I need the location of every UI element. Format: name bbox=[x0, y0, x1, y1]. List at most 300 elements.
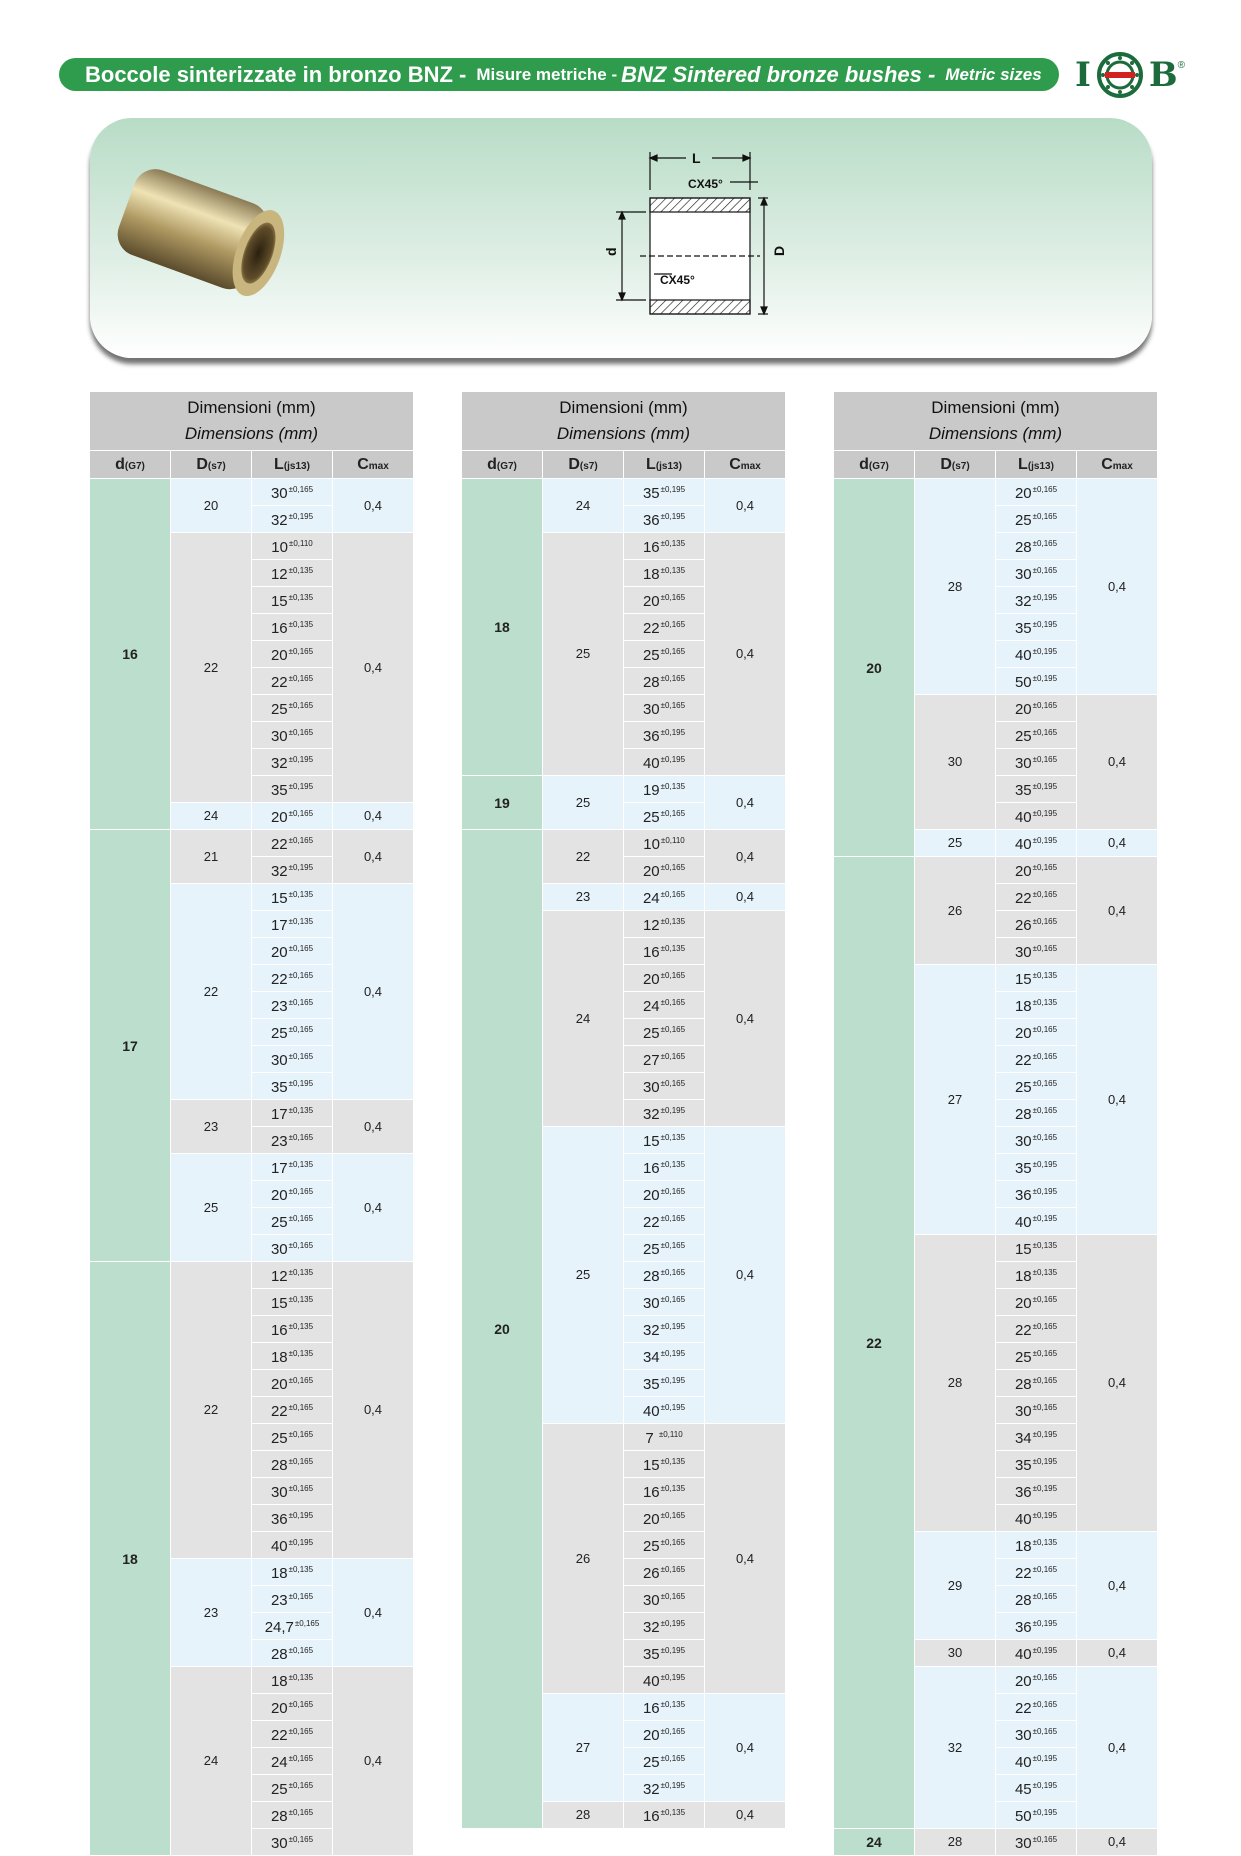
length-cell bbox=[252, 1748, 333, 1775]
length-cell bbox=[624, 803, 705, 830]
length-value: 16 bbox=[270, 620, 288, 637]
isb-logo bbox=[1075, 50, 1185, 100]
length-cell bbox=[624, 1748, 705, 1775]
chamfer-max: 0,4 bbox=[705, 911, 786, 1127]
title-it-sub: Misure metriche - bbox=[476, 64, 618, 84]
length-cell bbox=[252, 1802, 333, 1829]
length-value: 36 bbox=[642, 728, 660, 745]
outer-diameter: 28 bbox=[915, 1829, 996, 1856]
length-value: 40 bbox=[642, 1673, 660, 1690]
length-cell bbox=[996, 1343, 1077, 1370]
length-cell bbox=[252, 1127, 333, 1154]
table-row bbox=[90, 1262, 414, 1289]
length-value: 50 bbox=[1014, 674, 1032, 691]
length-value: 28 bbox=[642, 674, 660, 691]
length-value: 28 bbox=[1014, 1592, 1032, 1609]
length-tolerance: ±0,135 bbox=[288, 566, 314, 575]
label-d: d bbox=[603, 247, 619, 256]
length-tolerance: ±0,195 bbox=[1032, 836, 1058, 845]
length-tolerance: ±0,165 bbox=[660, 863, 686, 872]
table-title-en: Dimensions (mm) bbox=[184, 424, 319, 443]
length-cell bbox=[624, 1208, 705, 1235]
length-value: 15 bbox=[270, 890, 288, 907]
length-value: 23 bbox=[270, 998, 288, 1015]
length-cell bbox=[996, 641, 1077, 668]
length-tolerance: ±0,165 bbox=[1032, 566, 1058, 575]
length-cell bbox=[996, 1667, 1077, 1694]
length-value: 26 bbox=[1014, 917, 1032, 934]
label-L: L bbox=[692, 150, 701, 166]
length-value: 20 bbox=[1014, 1295, 1032, 1312]
chamfer-max: 0,4 bbox=[705, 1424, 786, 1694]
length-tolerance: ±0,165 bbox=[288, 1781, 314, 1790]
length-value: 24 bbox=[642, 998, 660, 1015]
title-en: BNZ Sintered bronze bushes - bbox=[621, 61, 936, 87]
length-cell bbox=[624, 614, 705, 641]
length-cell bbox=[252, 1262, 333, 1289]
length-value: 22 bbox=[642, 620, 660, 637]
length-value: 25 bbox=[270, 701, 288, 718]
length-tolerance: ±0,110 bbox=[658, 1430, 683, 1439]
outer-diameter: 29 bbox=[915, 1532, 996, 1640]
length-tolerance: ±0,195 bbox=[1032, 1484, 1058, 1493]
length-tolerance: ±0,165 bbox=[288, 809, 314, 818]
length-value: 16 bbox=[642, 539, 660, 556]
length-tolerance: ±0,165 bbox=[288, 1214, 314, 1223]
bronze-bush-photo bbox=[110, 154, 300, 324]
length-value: 18 bbox=[270, 1565, 288, 1582]
length-cell bbox=[624, 1424, 705, 1451]
length-tolerance: ±0,165 bbox=[1032, 1349, 1058, 1358]
outer-diameter: 26 bbox=[543, 1424, 624, 1694]
length-value: 35 bbox=[642, 485, 660, 502]
length-value: 20 bbox=[642, 1511, 660, 1528]
length-value: 25 bbox=[1014, 512, 1032, 529]
length-value: 32 bbox=[270, 512, 288, 529]
length-value: 22 bbox=[270, 1727, 288, 1744]
col-header-C: Cmax bbox=[1077, 451, 1158, 479]
length-tolerance: ±0,195 bbox=[1032, 647, 1058, 656]
length-cell bbox=[624, 1802, 705, 1829]
table-title bbox=[462, 392, 786, 451]
length-cell bbox=[252, 1775, 333, 1802]
length-tolerance: ±0,195 bbox=[288, 1079, 314, 1088]
length-cell bbox=[996, 1370, 1077, 1397]
length-tolerance: ±0,165 bbox=[1032, 1052, 1058, 1061]
length-cell bbox=[624, 668, 705, 695]
length-value: 22 bbox=[642, 1214, 660, 1231]
length-tolerance: ±0,195 bbox=[660, 485, 686, 494]
length-cell bbox=[996, 506, 1077, 533]
length-tolerance: ±0,165 bbox=[288, 1484, 314, 1493]
length-tolerance: ±0,195 bbox=[660, 1322, 686, 1331]
length-value: 16 bbox=[642, 1808, 660, 1825]
length-cell bbox=[996, 1694, 1077, 1721]
length-tolerance: ±0,165 bbox=[288, 701, 314, 710]
length-tolerance: ±0,165 bbox=[1032, 1079, 1058, 1088]
length-value: 30 bbox=[642, 1592, 660, 1609]
chamfer-max: 0,4 bbox=[333, 533, 414, 803]
length-value: 36 bbox=[642, 512, 660, 529]
length-value: 20 bbox=[270, 1376, 288, 1393]
length-cell bbox=[996, 1397, 1077, 1424]
length-cell bbox=[996, 1424, 1077, 1451]
length-tolerance: ±0,135 bbox=[288, 1673, 314, 1682]
length-value: 20 bbox=[270, 1187, 288, 1204]
length-value: 32 bbox=[642, 1322, 660, 1339]
length-cell bbox=[996, 614, 1077, 641]
length-value: 30 bbox=[270, 1052, 288, 1069]
chamfer-max: 0,4 bbox=[705, 884, 786, 911]
length-tolerance: ±0,165 bbox=[660, 1268, 686, 1277]
length-tolerance: ±0,165 bbox=[660, 890, 686, 899]
logo-letter-left: I bbox=[1075, 55, 1091, 95]
length-value: 17 bbox=[270, 1106, 288, 1123]
length-cell bbox=[624, 1667, 705, 1694]
length-tolerance: ±0,135 bbox=[660, 1160, 686, 1169]
length-value: 35 bbox=[642, 1646, 660, 1663]
outer-diameter: 25 bbox=[543, 1127, 624, 1424]
length-tolerance: ±0,165 bbox=[1032, 1322, 1058, 1331]
length-cell bbox=[624, 641, 705, 668]
length-value: 35 bbox=[270, 1079, 288, 1096]
length-tolerance: ±0,195 bbox=[1032, 1187, 1058, 1196]
length-tolerance: ±0,165 bbox=[288, 1133, 314, 1142]
length-value: 40 bbox=[1014, 1646, 1032, 1663]
length-tolerance: ±0,165 bbox=[660, 1052, 686, 1061]
length-cell bbox=[996, 1208, 1077, 1235]
chamfer-max: 0,4 bbox=[1077, 857, 1158, 965]
length-tolerance: ±0,135 bbox=[660, 782, 686, 791]
length-value: 16 bbox=[270, 1322, 288, 1339]
length-value: 20 bbox=[1014, 701, 1032, 718]
title-en-sub: Metric sizes bbox=[945, 64, 1042, 84]
length-tolerance: ±0,165 bbox=[660, 620, 686, 629]
length-value: 22 bbox=[1014, 1565, 1032, 1582]
length-tolerance: ±0,165 bbox=[288, 1727, 314, 1736]
label-cx-top: CX45° bbox=[688, 177, 723, 191]
length-tolerance: ±0,165 bbox=[288, 1187, 314, 1196]
length-value: 25 bbox=[270, 1781, 288, 1798]
length-value: 30 bbox=[1014, 1727, 1032, 1744]
length-cell bbox=[252, 1181, 333, 1208]
length-cell bbox=[624, 1451, 705, 1478]
length-value: 24 bbox=[270, 1754, 288, 1771]
length-cell bbox=[996, 533, 1077, 560]
length-tolerance: ±0,165 bbox=[660, 701, 686, 710]
length-cell bbox=[252, 803, 333, 830]
length-tolerance: ±0,195 bbox=[1032, 809, 1058, 818]
length-tolerance: ±0,165 bbox=[660, 1025, 686, 1034]
length-tolerance: ±0,135 bbox=[1032, 998, 1058, 1007]
chamfer-max: 0,4 bbox=[333, 1262, 414, 1559]
length-value: 40 bbox=[642, 755, 660, 772]
outer-diameter: 22 bbox=[171, 884, 252, 1100]
length-tolerance: ±0,165 bbox=[288, 1700, 314, 1709]
length-cell bbox=[996, 1505, 1077, 1532]
length-cell bbox=[996, 911, 1077, 938]
length-tolerance: ±0,165 bbox=[660, 1214, 686, 1223]
length-tolerance: ±0,135 bbox=[660, 1457, 686, 1466]
length-tolerance: ±0,165 bbox=[1032, 1673, 1058, 1682]
length-value: 40 bbox=[1014, 836, 1032, 853]
length-value: 28 bbox=[270, 1457, 288, 1474]
outer-diameter: 25 bbox=[171, 1154, 252, 1262]
length-cell bbox=[624, 479, 705, 506]
length-cell bbox=[996, 1100, 1077, 1127]
length-tolerance: ±0,165 bbox=[288, 674, 314, 683]
bearing-icon bbox=[1097, 52, 1143, 98]
length-value: 30 bbox=[642, 1079, 660, 1096]
length-cell bbox=[252, 1343, 333, 1370]
chamfer-max: 0,4 bbox=[333, 884, 414, 1100]
length-tolerance: ±0,165 bbox=[1032, 539, 1058, 548]
length-tolerance: ±0,165 bbox=[1032, 755, 1058, 764]
length-tolerance: ±0,165 bbox=[288, 1376, 314, 1385]
length-cell bbox=[624, 1127, 705, 1154]
length-cell bbox=[996, 1451, 1077, 1478]
outer-diameter: 23 bbox=[171, 1100, 252, 1154]
length-tolerance: ±0,165 bbox=[288, 647, 314, 656]
length-cell bbox=[252, 1613, 333, 1640]
length-value: 25 bbox=[270, 1025, 288, 1042]
length-tolerance: ±0,195 bbox=[1032, 674, 1058, 683]
length-value: 20 bbox=[1014, 485, 1032, 502]
bore-diameter: 20 bbox=[834, 479, 915, 857]
length-value: 36 bbox=[270, 1511, 288, 1528]
length-cell bbox=[624, 1343, 705, 1370]
length-cell bbox=[252, 1019, 333, 1046]
length-tolerance: ±0,195 bbox=[660, 512, 686, 521]
length-cell bbox=[252, 1505, 333, 1532]
length-value: 28 bbox=[270, 1646, 288, 1663]
length-tolerance: ±0,195 bbox=[1032, 1754, 1058, 1763]
outer-diameter: 28 bbox=[915, 479, 996, 695]
length-cell bbox=[624, 1370, 705, 1397]
length-value: 35 bbox=[642, 1376, 660, 1393]
length-cell bbox=[624, 1721, 705, 1748]
length-value: 16 bbox=[642, 944, 660, 961]
length-value: 23 bbox=[270, 1592, 288, 1609]
length-cell bbox=[624, 1289, 705, 1316]
length-tolerance: ±0,135 bbox=[288, 620, 314, 629]
length-value: 32 bbox=[642, 1619, 660, 1636]
length-value: 23 bbox=[270, 1133, 288, 1150]
length-value: 18 bbox=[270, 1349, 288, 1366]
table-title bbox=[90, 392, 414, 451]
length-cell bbox=[996, 1019, 1077, 1046]
length-tolerance: ±0,165 bbox=[288, 1403, 314, 1412]
length-cell bbox=[252, 479, 333, 506]
length-tolerance: ±0,195 bbox=[660, 755, 686, 764]
length-cell bbox=[252, 938, 333, 965]
length-cell bbox=[252, 1289, 333, 1316]
length-cell bbox=[624, 1046, 705, 1073]
col-header-d: d(G7) bbox=[462, 451, 543, 479]
chamfer-max: 0,4 bbox=[333, 830, 414, 884]
length-value: 22 bbox=[1014, 1700, 1032, 1717]
length-cell bbox=[624, 857, 705, 884]
bore-diameter: 24 bbox=[834, 1829, 915, 1856]
length-tolerance: ±0,165 bbox=[294, 1619, 320, 1628]
length-tolerance: ±0,135 bbox=[660, 917, 686, 926]
length-tolerance: ±0,195 bbox=[1032, 1214, 1058, 1223]
length-tolerance: ±0,195 bbox=[660, 1376, 686, 1385]
length-value: 7 bbox=[645, 1430, 658, 1447]
length-cell bbox=[624, 1532, 705, 1559]
length-cell bbox=[252, 1478, 333, 1505]
length-tolerance: ±0,195 bbox=[660, 1403, 686, 1412]
length-tolerance: ±0,195 bbox=[288, 512, 314, 521]
length-value: 32 bbox=[270, 863, 288, 880]
length-value: 30 bbox=[1014, 1403, 1032, 1420]
length-tolerance: ±0,165 bbox=[1032, 1727, 1058, 1736]
length-cell bbox=[252, 749, 333, 776]
length-tolerance: ±0,165 bbox=[1032, 701, 1058, 710]
chamfer-max: 0,4 bbox=[1077, 1235, 1158, 1532]
chamfer-max: 0,4 bbox=[705, 479, 786, 533]
bore-diameter: 18 bbox=[90, 1262, 171, 1856]
length-cell bbox=[252, 1046, 333, 1073]
length-value: 18 bbox=[642, 566, 660, 583]
length-cell bbox=[996, 1613, 1077, 1640]
length-value: 15 bbox=[1014, 1241, 1032, 1258]
length-value: 30 bbox=[642, 1295, 660, 1312]
length-tolerance: ±0,135 bbox=[1032, 1241, 1058, 1250]
length-tolerance: ±0,165 bbox=[288, 836, 314, 845]
length-cell bbox=[996, 668, 1077, 695]
length-tolerance: ±0,165 bbox=[288, 1592, 314, 1601]
length-cell bbox=[996, 1586, 1077, 1613]
length-cell bbox=[624, 776, 705, 803]
length-tolerance: ±0,195 bbox=[1032, 1160, 1058, 1169]
length-cell bbox=[624, 1505, 705, 1532]
length-cell bbox=[624, 1694, 705, 1721]
length-cell bbox=[996, 1073, 1077, 1100]
length-tolerance: ±0,195 bbox=[660, 1619, 686, 1628]
table-title bbox=[834, 392, 1158, 451]
length-value: 22 bbox=[1014, 1052, 1032, 1069]
length-tolerance: ±0,195 bbox=[1032, 1511, 1058, 1520]
length-cell bbox=[252, 506, 333, 533]
length-cell bbox=[252, 1667, 333, 1694]
length-value: 22 bbox=[270, 1403, 288, 1420]
length-cell bbox=[252, 1559, 333, 1586]
outer-diameter: 28 bbox=[915, 1235, 996, 1532]
length-cell bbox=[996, 1262, 1077, 1289]
outer-diameter: 30 bbox=[915, 695, 996, 830]
length-cell bbox=[252, 776, 333, 803]
length-tolerance: ±0,165 bbox=[288, 971, 314, 980]
col-header-d: d(G7) bbox=[90, 451, 171, 479]
chamfer-max: 0,4 bbox=[333, 1667, 414, 1856]
length-tolerance: ±0,195 bbox=[1032, 620, 1058, 629]
length-tolerance: ±0,195 bbox=[288, 755, 314, 764]
length-value: 20 bbox=[642, 1187, 660, 1204]
table-title-it: Dimensioni (mm) bbox=[559, 398, 688, 417]
length-cell bbox=[624, 749, 705, 776]
length-tolerance: ±0,195 bbox=[1032, 1808, 1058, 1817]
length-tolerance: ±0,135 bbox=[660, 1484, 686, 1493]
dimensions-table-3 bbox=[833, 391, 1158, 1856]
length-cell bbox=[252, 1640, 333, 1667]
col-header-D: D(s7) bbox=[915, 451, 996, 479]
length-tolerance: ±0,165 bbox=[288, 1430, 314, 1439]
length-cell bbox=[996, 992, 1077, 1019]
length-tolerance: ±0,165 bbox=[660, 1592, 686, 1601]
length-tolerance: ±0,135 bbox=[660, 566, 686, 575]
length-cell bbox=[996, 1802, 1077, 1829]
length-value: 28 bbox=[1014, 1106, 1032, 1123]
chamfer-max: 0,4 bbox=[1077, 1532, 1158, 1640]
outer-diameter: 22 bbox=[171, 533, 252, 803]
length-cell bbox=[996, 1478, 1077, 1505]
chamfer-max: 0,4 bbox=[705, 533, 786, 776]
length-tolerance: ±0,165 bbox=[288, 1808, 314, 1817]
length-cell bbox=[252, 911, 333, 938]
length-value: 22 bbox=[270, 836, 288, 853]
outer-diameter: 25 bbox=[915, 830, 996, 857]
length-tolerance: ±0,135 bbox=[288, 1268, 314, 1277]
length-cell bbox=[996, 1181, 1077, 1208]
table-title-en: Dimensions (mm) bbox=[928, 424, 1063, 443]
length-cell bbox=[252, 857, 333, 884]
outer-diameter: 24 bbox=[171, 1667, 252, 1856]
length-cell bbox=[996, 722, 1077, 749]
chamfer-max: 0,4 bbox=[705, 1802, 786, 1829]
length-cell bbox=[996, 749, 1077, 776]
length-cell bbox=[996, 1316, 1077, 1343]
length-cell bbox=[996, 560, 1077, 587]
length-value: 30 bbox=[1014, 1133, 1032, 1150]
length-value: 50 bbox=[1014, 1808, 1032, 1825]
col-header-D: D(s7) bbox=[543, 451, 624, 479]
col-header-C: Cmax bbox=[333, 451, 414, 479]
length-tolerance: ±0,195 bbox=[1032, 782, 1058, 791]
length-value: 27 bbox=[642, 1052, 660, 1069]
length-cell bbox=[624, 1613, 705, 1640]
chamfer-max: 0,4 bbox=[333, 479, 414, 533]
length-tolerance: ±0,135 bbox=[660, 1808, 686, 1817]
chamfer-max: 0,4 bbox=[1077, 1829, 1158, 1856]
length-cell bbox=[252, 1451, 333, 1478]
length-value: 25 bbox=[1014, 1349, 1032, 1366]
outer-diameter: 24 bbox=[543, 911, 624, 1127]
length-value: 18 bbox=[1014, 1538, 1032, 1555]
length-tolerance: ±0,165 bbox=[660, 1727, 686, 1736]
chamfer-max: 0,4 bbox=[705, 1127, 786, 1424]
length-value: 25 bbox=[1014, 728, 1032, 745]
col-header-L: L(js13) bbox=[996, 451, 1077, 479]
length-value: 20 bbox=[270, 944, 288, 961]
length-tolerance: ±0,195 bbox=[1032, 1646, 1058, 1655]
length-value: 40 bbox=[1014, 647, 1032, 664]
length-cell bbox=[996, 965, 1077, 992]
length-tolerance: ±0,195 bbox=[660, 728, 686, 737]
length-tolerance: ±0,165 bbox=[1032, 944, 1058, 953]
length-tolerance: ±0,195 bbox=[1032, 1781, 1058, 1790]
length-tolerance: ±0,195 bbox=[1032, 1619, 1058, 1628]
length-value: 20 bbox=[642, 971, 660, 988]
table-row bbox=[834, 1829, 1158, 1856]
length-tolerance: ±0,165 bbox=[660, 1295, 686, 1304]
chamfer-max: 0,4 bbox=[1077, 695, 1158, 830]
length-value: 20 bbox=[642, 1727, 660, 1744]
chamfer-max: 0,4 bbox=[333, 1559, 414, 1667]
length-cell bbox=[624, 1478, 705, 1505]
length-cell bbox=[996, 1289, 1077, 1316]
length-cell bbox=[624, 1073, 705, 1100]
